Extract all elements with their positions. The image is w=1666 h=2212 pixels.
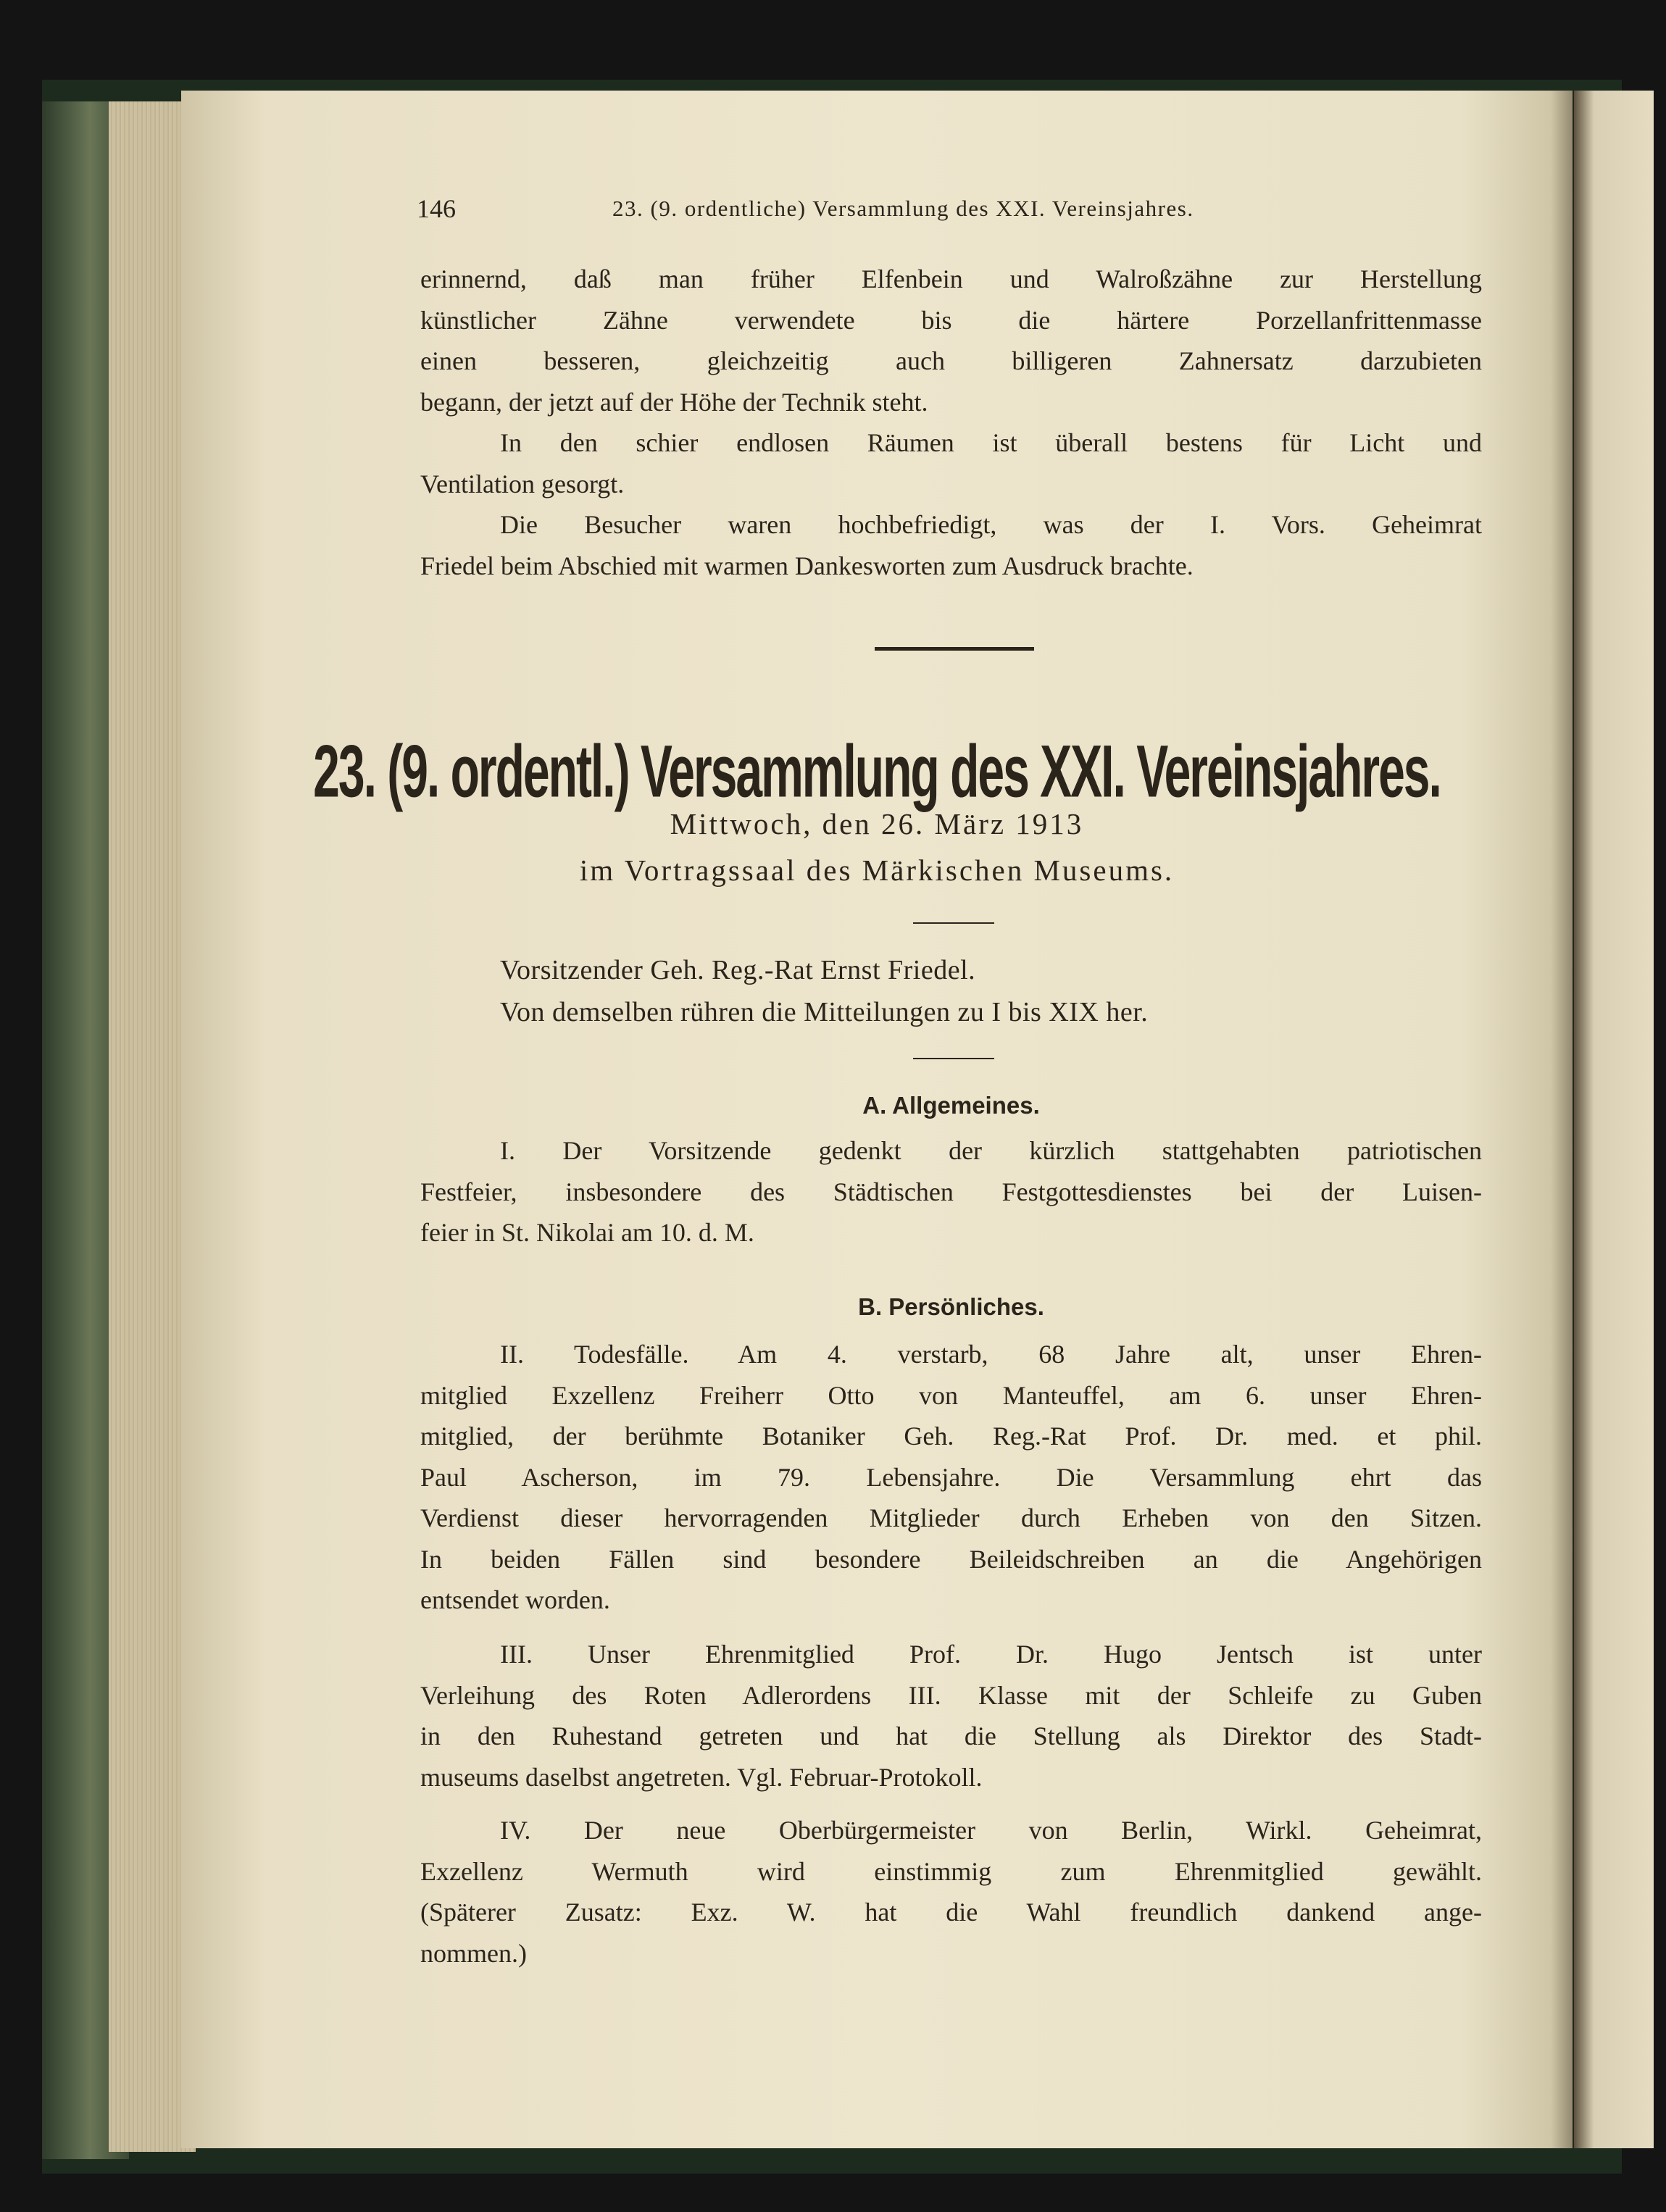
text-line: I. Der Vorsitzende gedenkt der kürzlich stattgehabten patriotischen (500, 1136, 1482, 1165)
text-line: Die Besucher waren hochbefriedigt, was der I. Vors. Geheimrat (500, 510, 1482, 539)
text-line: Friedel beim Abschied mit warmen Dankesworten zum Ausdruck brachte. (420, 551, 1194, 580)
text-line: mitglied Exzellenz Freiherr Otto von Manteuffel, am 6. unser Ehren- (420, 1380, 1482, 1410)
section-a-heading: A. Allgemeines. (862, 1092, 1040, 1119)
text-line: museums daselbst angetreten. Vgl. Februar-Protokoll. (420, 1762, 983, 1792)
intro-paragraph-1 (420, 259, 1482, 422)
text-line: einen besseren, gleichzeitig auch billigeren Zahnersatz darzubieten (420, 346, 1482, 375)
text-line: künstlicher Zähne verwendete bis die härtere Porzellanfrittenmasse (420, 305, 1482, 335)
text-line: feier in St. Nikolai am 10. d. M. (420, 1218, 754, 1247)
text-line: in den Ruhestand getreten und hat die Stellung als Direktor des Stadt- (420, 1721, 1482, 1750)
section-b-paragraph-iii (420, 1634, 1482, 1798)
intro-text (420, 259, 1482, 693)
meeting-date: Mittwoch, den 26. März 1913 (670, 807, 1084, 840)
text-line: (Späterer Zusatz: Exz. W. hat die Wahl freundlich dankend ange- (420, 1898, 1482, 1927)
text-line: Verdienst dieser hervorragenden Mitglieder durch Erheben von den Sitzen. (420, 1503, 1482, 1532)
text-line: II. Todesfälle. Am 4. verstarb, 68 Jahre alt, unser Ehren- (500, 1340, 1482, 1369)
meeting-venue: im Vortragssaal des Märkischen Museums. (579, 854, 1175, 887)
text-line: III. Unser Ehrenmitglied Prof. Dr. Hugo Jentsch ist unter (500, 1640, 1482, 1669)
short-rule (913, 1058, 994, 1059)
page-number: 146 (417, 194, 456, 223)
text-line: In den schier endlosen Räumen ist überall bestens für Licht und (500, 428, 1482, 457)
text-line: Exzellenz Wermuth wird einstimmig zum Ehrenmitglied gewählt. (420, 1856, 1482, 1886)
text-line: entsendet worden. (420, 1585, 610, 1614)
book-page (181, 91, 1573, 2148)
separator-rule (875, 647, 1034, 651)
section-a-paragraph (420, 1130, 1482, 1253)
section-b-heading: B. Persönliches. (858, 1293, 1044, 1320)
facing-page-edge (1574, 91, 1654, 2148)
text-line: erinnernd, daß man früher Elfenbein und Walroßzähne zur Herstellung (420, 264, 1482, 293)
intro-paragraph-2 (420, 422, 1482, 504)
text-line: mitglied, der berühmte Botaniker Geh. Reg.-Rat Prof. Dr. med. et phil. (420, 1422, 1482, 1451)
text-line: In beiden Fällen sind besondere Beileidschreiben an die Angehörigen (420, 1544, 1482, 1574)
chair-line-1: Vorsitzender Geh. Reg.-Rat Ernst Friedel. (500, 955, 976, 985)
running-title: 23. (9. ordentliche) Versammlung des XXI. Vereinsjahres. (612, 196, 1194, 221)
intro-paragraph-3 (420, 504, 1482, 586)
text-line: Paul Ascherson, im 79. Lebensjahre. Die Versammlung ehrt das (420, 1462, 1482, 1492)
main-text (420, 1083, 1482, 2098)
section-b-paragraph-ii (420, 1334, 1482, 1621)
text-line: IV. Der neue Oberbürgermeister von Berlin, Wirkl. Geheimrat, (500, 1816, 1482, 1845)
meeting-title: 23. (9. ordentl.) Versammlung des XXI. Vereinsjahres. (313, 729, 1441, 813)
short-rule (913, 922, 994, 924)
text-line: nommen.) (420, 1938, 527, 1968)
chair-line-2: Von demselben rühren die Mitteilungen zu I bis XIX her. (500, 997, 1149, 1027)
text-line: Ventilation gesorgt. (420, 469, 625, 498)
section-b-paragraph-iv (420, 1810, 1482, 1974)
text-line: begann, der jetzt auf der Höhe der Technik steht. (420, 387, 928, 417)
text-line: Festfeier, insbesondere des Städtischen Festgottesdienstes bei der Luisen- (420, 1177, 1482, 1206)
text-line: Verleihung des Roten Adlerordens III. Klasse mit der Schleife zu Guben (420, 1680, 1482, 1710)
